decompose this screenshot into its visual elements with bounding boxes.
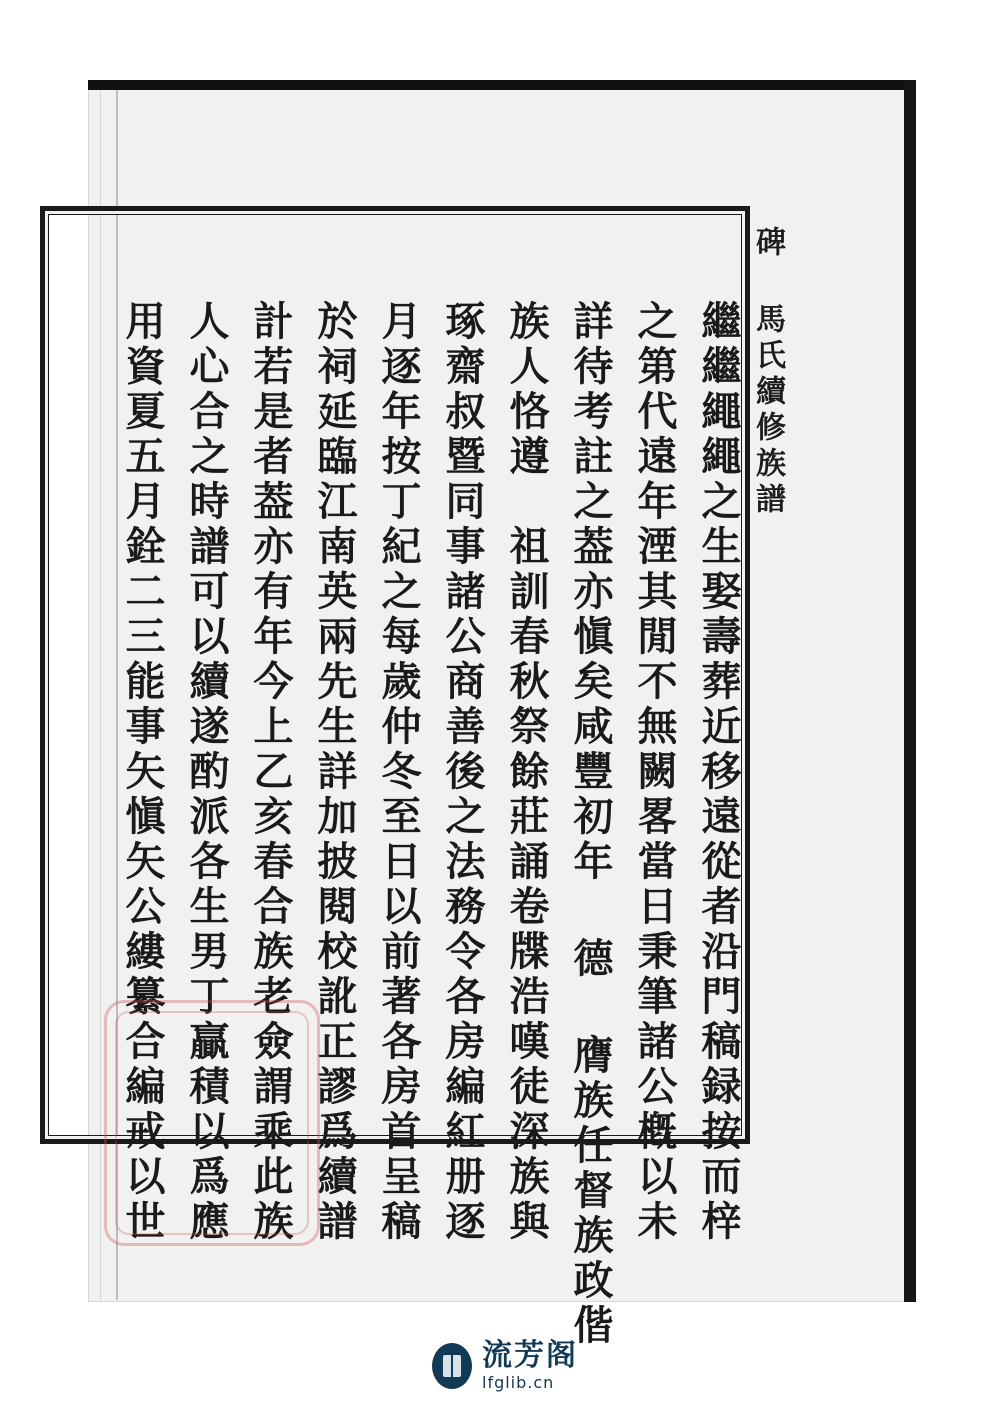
margin-title: 碑 馬氏續修族譜 xyxy=(750,226,785,519)
watermark-logo xyxy=(432,1340,578,1392)
text-column-6: 月逐年按丁紀之每歲仲冬至日以前著各房首呈稿 xyxy=(375,300,422,1245)
margin-title-column xyxy=(746,212,789,1142)
logo-book-spine xyxy=(451,1355,453,1377)
page-right-edge xyxy=(904,80,916,1302)
text-column-9: 人心合之時譜可以續遂酌派各生男丁贏積以爲應 xyxy=(183,300,230,1245)
red-seal-stamp xyxy=(104,1000,320,1246)
logo-text-block xyxy=(482,1338,578,1392)
book-logo-icon xyxy=(432,1343,472,1389)
seal-inner-border xyxy=(115,1011,309,1235)
text-column-1: 繼繼繩繩之生娶壽葬近移遠從者沿門稿録按而梓 xyxy=(695,300,742,1245)
text-column-2: 之第代遠年湮其閒不無闕畧當日秉筆諸公槪以未 xyxy=(631,300,678,1245)
text-column-4: 族人恪遵 祖訓春秋祭餘莊誦卷牒浩嘆徒深族與 xyxy=(503,300,550,1245)
text-column-8: 計若是者葢亦有年今上乙亥春合族老僉謂乘此族 xyxy=(247,300,294,1245)
text-column-5: 琢齋叔暨同事諸公商善後之法務令各房編紅册逐 xyxy=(439,300,486,1245)
page-top-edge xyxy=(88,80,916,90)
text-column-3: 詳待考註之葢亦愼矣咸豐初年 德 膺族任督族政偕 xyxy=(567,300,614,1349)
logo-name: 流芳阁 xyxy=(482,1338,578,1373)
text-column-7: 於祠延臨江南英兩先生詳加披閱校訛正謬爲續譜 xyxy=(311,300,358,1245)
logo-url: lfglib.cn xyxy=(482,1373,555,1392)
text-column-10: 用資夏五月銓二三能事矢愼矢公縷纂合編戒以世 xyxy=(119,300,166,1245)
